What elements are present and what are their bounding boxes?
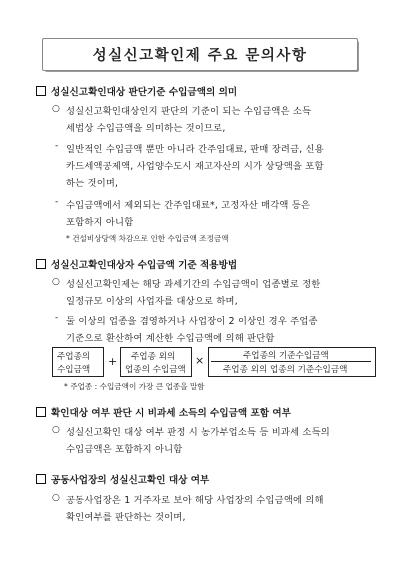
checkbox-square-icon — [36, 407, 46, 417]
checkbox-square-icon — [36, 86, 46, 96]
section-heading-4: 공동사업장의 성실신고확인 대상 여부 — [36, 472, 209, 486]
formula-box — [52, 347, 378, 377]
title-box — [42, 38, 358, 71]
dash-bullet: - — [55, 141, 59, 151]
text-line: 포함하지 아니함 — [66, 217, 134, 228]
section-heading-2: 성실신고확인대상자 수입금액 기준 적용방법 — [36, 257, 237, 271]
times-sign: × — [195, 354, 205, 367]
dash-bullet: - — [55, 197, 59, 207]
circle-bullet: ○ — [52, 277, 60, 287]
text-line: 성실신고확인제는 해당 과세기간의 수입금액이 업종별로 정한 — [66, 279, 321, 290]
text-line: 수입금액은 포함하지 아니함 — [66, 444, 183, 455]
footnote: * 주업종 : 수입금액이 가장 큰 업종을 말함 — [64, 382, 205, 391]
text-line: 기준으로 환산하여 계산한 수입금액에 의해 판단함 — [66, 333, 275, 344]
dash-bullet: - — [55, 313, 59, 323]
fraction-line — [211, 361, 371, 362]
text-line: 일반적인 수입금액 뿐만 아니라 간주임대료, 판매 장려금, 신용 — [66, 144, 324, 155]
text-line: 하는 것이며, — [66, 178, 119, 189]
text-line: 카드세액공제액, 사업양수도시 재고자산의 시가 상당액을 포함 — [66, 161, 324, 172]
circle-bullet: ○ — [52, 493, 60, 503]
circle-bullet: ○ — [52, 425, 60, 435]
checkbox-square-icon — [36, 259, 46, 269]
section-heading-1: 성실신고확인대상 판단기준 수입금액의 의미 — [36, 84, 237, 98]
formula-ratio: 주업종의 기준수입금액 주업종 외의 업종의 기준수입금액 — [208, 347, 376, 377]
plus-sign: + — [108, 355, 118, 368]
checkbox-square-icon — [36, 474, 46, 484]
page-title: 성실신고확인제 주요 문의사항 — [92, 48, 308, 64]
text-line: 일정규모 이상의 사업자를 대상으로 하며, — [66, 296, 238, 307]
text-line: 성실신고확인대상인지 판단의 기준이 되는 수입금액은 소득 — [66, 106, 312, 117]
circle-bullet: ○ — [52, 104, 60, 114]
text-line: 세법상 수입금액을 의미하는 것이므로, — [66, 123, 226, 134]
text-line: 둘 이상의 업종을 겸영하거나 사업장이 2 이상인 경우 주업종 — [66, 316, 318, 327]
section-heading-3: 확인대상 여부 판단 시 비과세 소득의 수입금액 포함 여부 — [36, 405, 291, 419]
text-line: 확인여부를 판단하는 것이며, — [66, 512, 186, 523]
text-line: 공동사업장은 1 거주자로 보아 해당 사업장의 수입금액에 의해 — [66, 495, 324, 506]
formula-term-other: 주업종 외의 업종의 수입금액 — [120, 347, 192, 377]
formula-term-main: 주업종의 수입금액 — [52, 347, 104, 377]
footnote: * 건설비상당액 차감으로 인한 수입금액 조정금액 — [66, 234, 229, 243]
text-line: 성실신고확인 대상 여부 판정 시 농가부업소득 등 비과세 소득의 — [66, 427, 330, 438]
text-line: 수입금액에서 제외되는 간주임대료*, 고정자산 매각액 등은 — [66, 200, 311, 211]
